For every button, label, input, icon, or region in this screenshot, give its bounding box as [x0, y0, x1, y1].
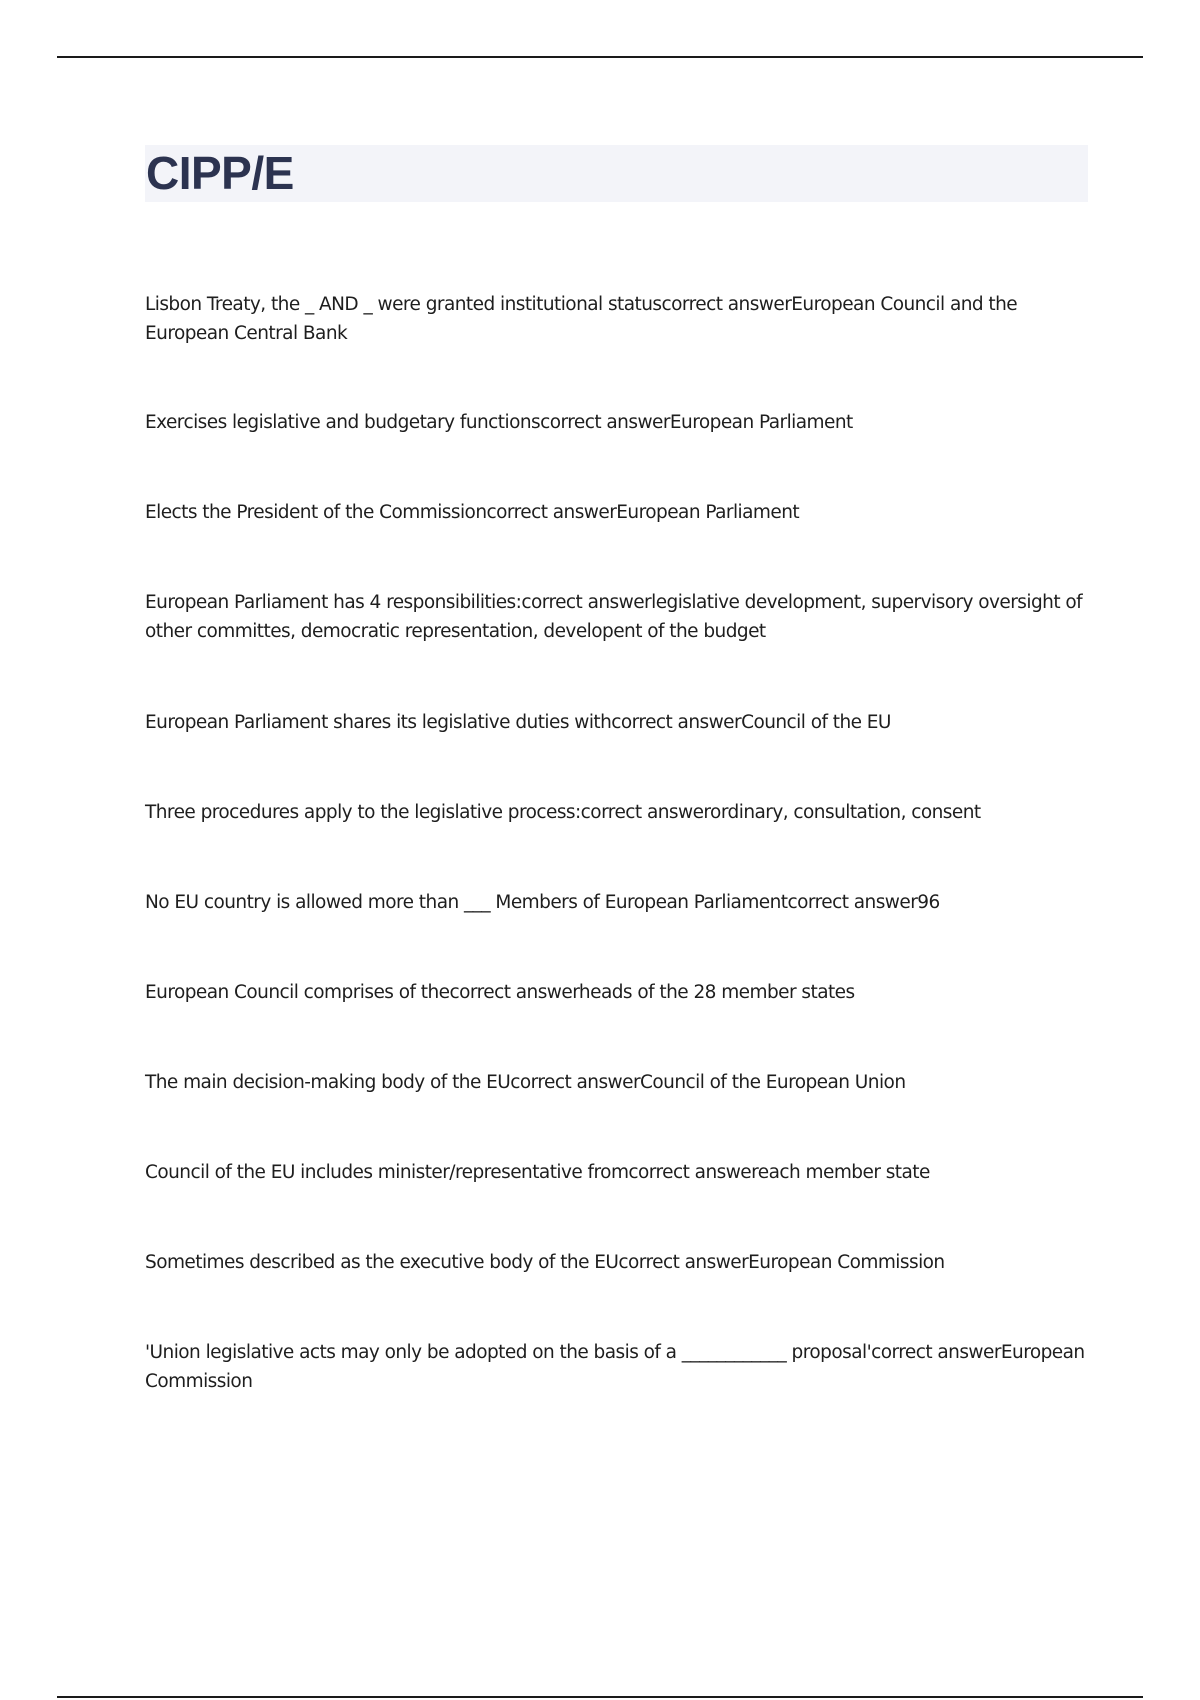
- qa-item-4: European Parliament has 4 responsibilities:correct answerlegislative development, supervisory oversight of other committes, democratic representation, developent of the budget: [145, 592, 1083, 642]
- top-rule: [57, 56, 1143, 58]
- qa-item-9: The main decision-making body of the EUcorrect answerCouncil of the European Union: [145, 1072, 906, 1093]
- document-title: CIPP/E: [146, 147, 294, 199]
- qa-item-10: Council of the EU includes minister/representative fromcorrect answereach member state: [145, 1162, 930, 1183]
- bottom-rule: [57, 1696, 1143, 1698]
- qa-item-6: Three procedures apply to the legislative process:correct answerordinary, consultation, consent: [145, 802, 981, 823]
- qa-item-7: No EU country is allowed more than ___ Members of European Parliamentcorrect answer96: [145, 892, 940, 913]
- qa-item-2: Exercises legislative and budgetary functionscorrect answerEuropean Parliament: [145, 412, 853, 433]
- qa-item-5: European Parliament shares its legislative duties withcorrect answerCouncil of the EU: [145, 712, 891, 733]
- qa-item-12: 'Union legislative acts may only be adopted on the basis of a ____________ proposal'correct answerEuropean Commission: [145, 1342, 1085, 1392]
- qa-item-11: Sometimes described as the executive body of the EUcorrect answerEuropean Commission: [145, 1252, 945, 1273]
- qa-item-3: Elects the President of the Commissioncorrect answerEuropean Parliament: [145, 502, 800, 523]
- qa-item-1: Lisbon Treaty, the _ AND _ were granted institutional statuscorrect answerEuropean Council and the European Central Bank: [145, 294, 1018, 344]
- qa-item-8: European Council comprises of thecorrect answerheads of the 28 member states: [145, 982, 855, 1003]
